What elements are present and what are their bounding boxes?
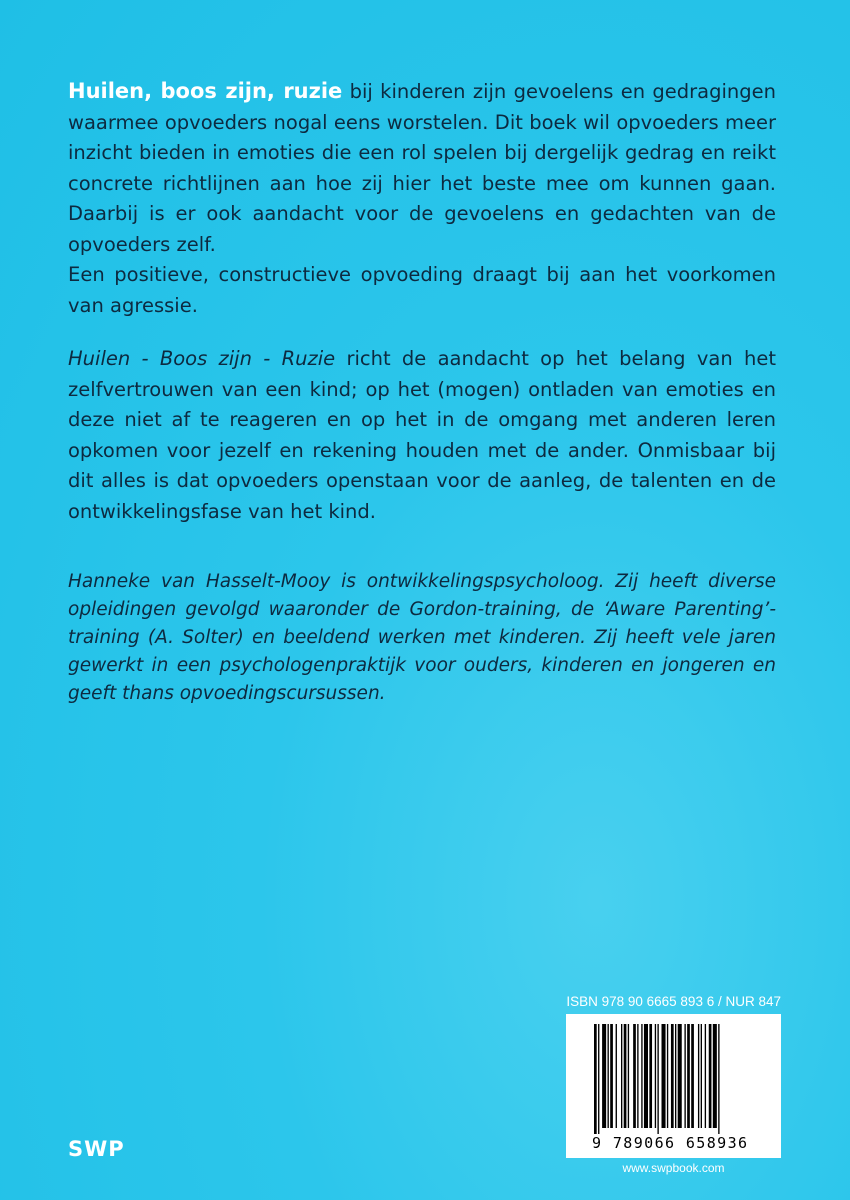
- barcode-bar: [675, 1024, 676, 1128]
- isbn-line: ISBN 978 90 6665 893 6 / NUR 847: [566, 994, 781, 1009]
- barcode-bar: [691, 1024, 694, 1128]
- intro-lead-title: Huilen, boos zijn, ruzie: [68, 79, 343, 103]
- barcode-bars: [592, 1024, 762, 1134]
- barcode-bar: [655, 1024, 656, 1128]
- barcode-bar: [616, 1024, 617, 1128]
- barcode-bar: [621, 1024, 622, 1128]
- barcode-bar: [641, 1024, 642, 1128]
- barcode-digits: 9 789066 658936: [592, 1134, 749, 1152]
- barcode-bar: [662, 1024, 666, 1128]
- barcode-bar: [644, 1024, 648, 1128]
- intro-text: bij kinderen zijn gevoelens en gedragingen waarmee opvoeders nogal eens worstelen. Dit boek wil opvoeders meer inzicht bieden in emoties die een rol spelen bij dergelijk gedrag en reikt concrete richtlijnen aan hoe zij hier het beste mee om kunnen gaan. Daarbij is er ook aandacht voor de gevoelens en gedachten van de opvoeders zelf.: [68, 80, 776, 256]
- barcode-bar: [701, 1024, 702, 1128]
- barcode-bar: [602, 1024, 606, 1128]
- focus-paragraph: [68, 344, 776, 527]
- barcode-bar: [709, 1024, 712, 1128]
- barcode-bar: [637, 1024, 638, 1128]
- barcode-bar: [667, 1024, 668, 1128]
- barcode-bar: [687, 1024, 690, 1128]
- barcode-bar: [671, 1024, 674, 1128]
- barcode-bar: [678, 1024, 682, 1128]
- author-bio: Hanneke van Hasselt-Mooy is ontwikkelingspsycholoog. Zij heeft diverse opleidingen gevolgd waaronder de Gordon-training, de ‘Aware Parenting’-training (A. Solter) en beeldend werken met kinderen. Zij heeft vele jaren gewerkt in een psychologenpraktijk voor ouders, kinderen en jongeren en geeft thans opvoedingscursussen.: [68, 571, 776, 704]
- barcode-bar: [713, 1024, 717, 1128]
- barcode-bar: [698, 1024, 699, 1128]
- barcode-bar: [598, 1024, 599, 1134]
- barcode-bar: [633, 1024, 636, 1128]
- focus-text: richt de aandacht op het belang van het zelfvertrouwen van een kind; op het (mogen) ontladen van emoties en deze niet af te reageren en op het in de omgang met anderen leren opkomen voor jezelf en rekening houden met de ander. Onmisbaar bij dit alles is dat opvoeders openstaan voor de aanleg, de talenten en de ontwikkelingsfase van het kind.: [68, 347, 776, 523]
- barcode-bar: [610, 1024, 613, 1128]
- intro-second-sentence: Een positieve, constructieve opvoeding draagt bij aan het voorkomen van agressie.: [68, 263, 776, 317]
- barcode-bar: [628, 1024, 629, 1128]
- barcode-bar: [705, 1024, 706, 1128]
- intro-paragraph: [68, 76, 776, 321]
- barcode-bar: [608, 1024, 609, 1128]
- barcode-bar: [594, 1024, 597, 1134]
- publisher-website: www.swpbook.com: [622, 1161, 725, 1175]
- focus-title-italic: Huilen - Boos zijn - Ruzie: [68, 347, 336, 370]
- barcode-bar: [718, 1024, 719, 1134]
- barcode-bar: [657, 1024, 658, 1134]
- publisher-logo: SWP: [68, 1137, 125, 1161]
- barcode: [566, 1014, 781, 1158]
- barcode-bar: [684, 1024, 685, 1128]
- barcode-bar: [649, 1024, 652, 1128]
- barcode-bar: [624, 1024, 627, 1128]
